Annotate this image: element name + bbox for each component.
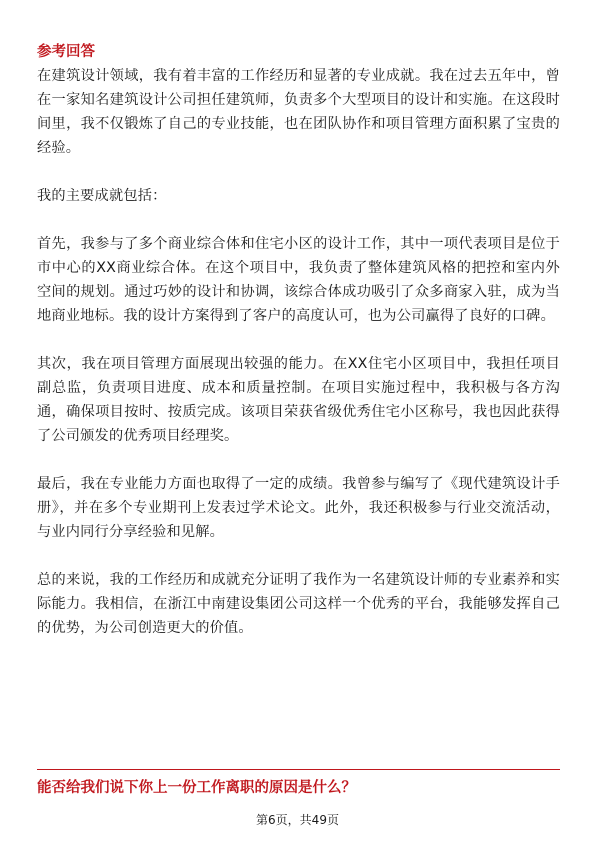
- next-question: 能否给我们说下你上一份工作离职的原因是什么？: [37, 780, 356, 796]
- section-divider: [37, 769, 560, 770]
- section-heading: 参考回答: [37, 44, 95, 60]
- paragraph-third-achievement: 最后，我在专业能力方面也取得了一定的成绩。我曾参与编写了《现代建筑设计手册》，并在多个专业期刊上发表过学术论文。此外，我还积极参与行业交流活动，与业内同行分享经验和见解。: [37, 476, 560, 540]
- paragraph-achievements-lead: 我的主要成就包括：: [37, 188, 167, 204]
- paragraph-second-achievement: 其次，我在项目管理方面展现出较强的能力。在XX住宅小区项目中，我担任项目副总监，负责项目进度、成本和质量控制。在项目实施过程中，我积极与各方沟通，确保项目按时、按质完成。该项目荣获省级优秀住宅小区称号，我也因此获得了公司颁发的优秀项目经理奖。: [37, 356, 560, 444]
- paragraph-intro: 在建筑设计领域，我有着丰富的工作经历和显著的专业成就。我在过去五年中，曾在一家知名建筑设计公司担任建筑师，负责多个大型项目的设计和实施。在这段时间里，我不仅锻炼了自己的专业技能，也在团队协作和项目管理方面积累了宝贵的经验。: [37, 68, 560, 156]
- page-number-footer: 第6页，共49页: [256, 813, 339, 827]
- paragraph-first-achievement: 首先，我参与了多个商业综合体和住宅小区的设计工作，其中一项代表项目是位于市中心的XX商业综合体。在这个项目中，我负责了整体建筑风格的把控和室内外空间的规划。通过巧妙的设计和协调，该综合体成功吸引了众多商家入驻，成为当地商业地标。我的设计方案得到了客户的高度认可，也为公司赢得了良好的口碑。: [37, 236, 560, 324]
- paragraph-summary: 总的来说，我的工作经历和成就充分证明了我作为一名建筑设计师的专业素养和实际能力。我相信，在浙江中南建设集团公司这样一个优秀的平台，我能够发挥自己的优势，为公司创造更大的价值。: [37, 572, 560, 636]
- answer-section: [37, 40, 560, 664]
